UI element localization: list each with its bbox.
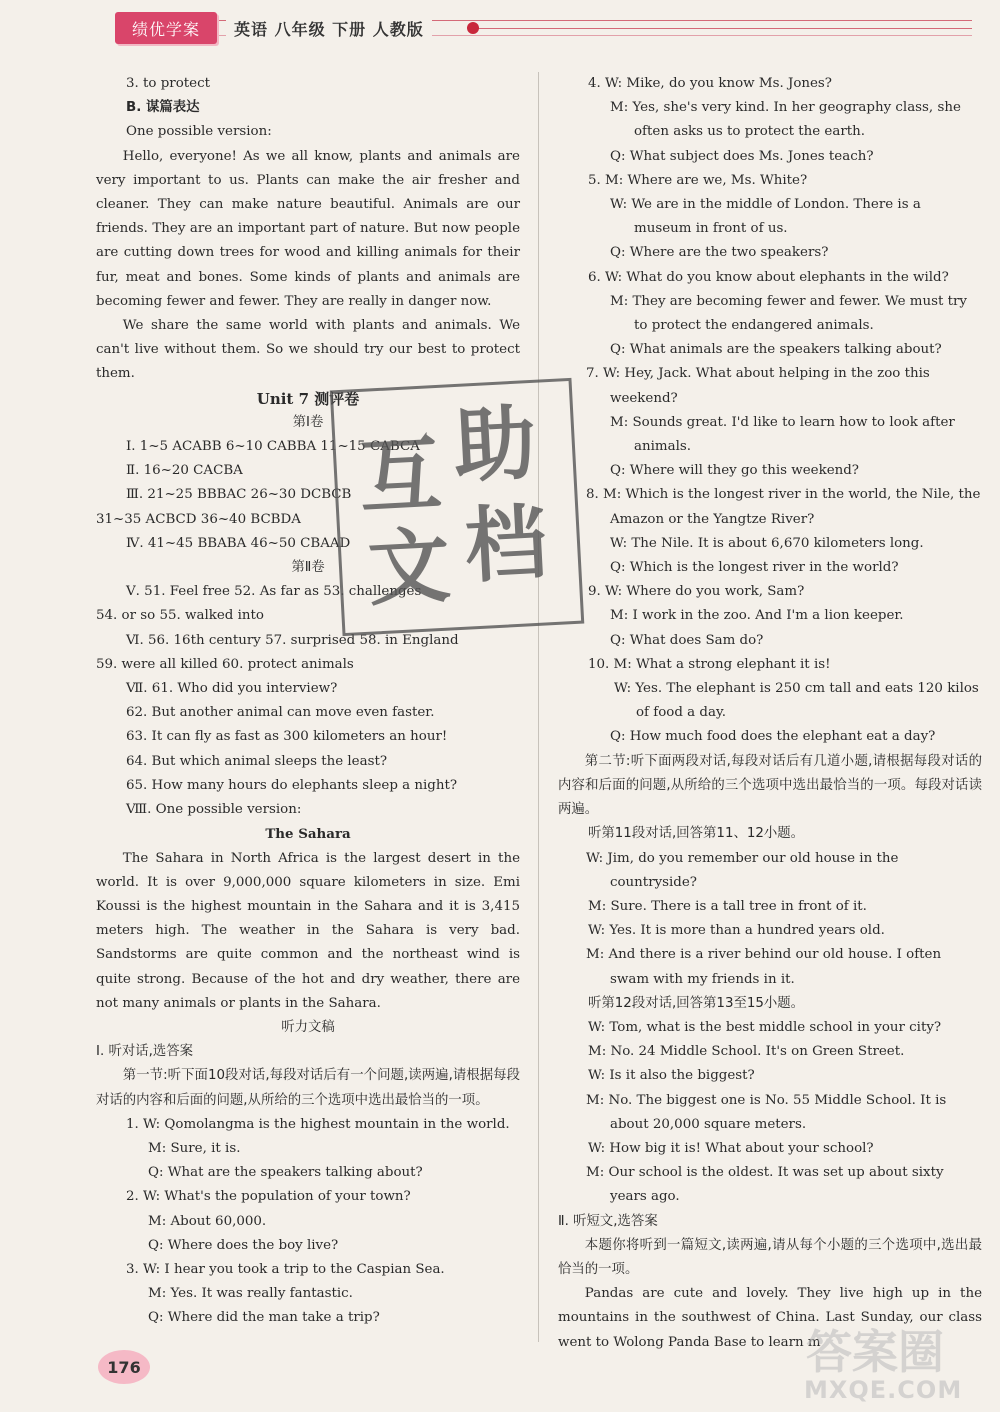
answer-line: 65. How many hours do elephants sleep a night? — [126, 777, 458, 793]
dialogue-line: M: No. 24 Middle School. It's on Green Street. — [588, 1044, 905, 1060]
site-watermark — [800, 1316, 996, 1408]
dialogue-line: 3. W: I hear you took a trip to the Caspian Sea. — [126, 1261, 445, 1277]
answer-line: 59. were all killed 60. protect animals — [96, 656, 354, 672]
section-heading: Ⅰ. 听对话,选答案 — [96, 1044, 194, 1060]
essay-paragraph: The Sahara in North Africa is the largest desert in the world. It is over 9,000,000 square kilometers in size. Emi Koussi is the highest mountain in the Sahara and it is 3,415 meters high. The weather in the Sahara is very bad. Sandstorms are quite common and the northeast wind is quite strong. Because of the hot and dry weather, there are not many animals or plants in the Sahara. — [96, 850, 520, 1011]
dialogue-line: M: Our school is the oldest. It was set up about sixty years ago. — [586, 1165, 944, 1205]
dialogue-line: M: Yes. It was really fantastic. — [148, 1286, 353, 1302]
stamp-char: 文 — [365, 518, 453, 618]
dialogue-line: W: We are in the middle of London. There is a museum in front of us. — [610, 197, 921, 237]
dialogue-line: W: Is it also the biggest? — [588, 1068, 755, 1084]
answer-line: 64. But which animal sleeps the least? — [126, 753, 388, 769]
part-label: 第Ⅰ卷 — [292, 414, 324, 430]
answer-line: Ⅵ. 56. 16th century 57. surprised 58. in England — [126, 632, 459, 648]
answer-line: 54. or so 55. walked into — [96, 608, 264, 624]
dialogue-line: Q: How much food does the elephant eat a day? — [610, 729, 936, 745]
answer-line: Ⅶ. 61. Who did you interview? — [126, 681, 338, 697]
dialogue-line: Q: What does Sam do? — [610, 632, 764, 648]
dialogue-line: W: Yes. The elephant is 250 cm tall and eats 120 kilos of food a day. — [614, 681, 979, 721]
answer-line: Ⅳ. 41~45 BBABA 46~50 CBAAD — [126, 535, 351, 551]
stamp-char: 互 — [356, 426, 444, 527]
dialogue-line: W: Yes. It is more than a hundred years old. — [588, 923, 885, 939]
dialogue-line: Q: Where are the two speakers? — [610, 245, 829, 261]
right-column — [558, 72, 982, 1355]
answer-line: 31~35 ACBCD 36~40 BCBDA — [96, 511, 301, 527]
script-title: 听力文稿 — [281, 1019, 335, 1035]
dialogue-line: M: No. The biggest one is No. 55 Middle School. It is about 20,000 square meters. — [586, 1092, 947, 1132]
dialogue-line: Q: Where does the boy live? — [148, 1237, 339, 1253]
header-rule — [470, 28, 972, 29]
dialogue-line: M: I work in the zoo. And I'm a lion keeper. — [610, 608, 904, 624]
dialogue-line: Q: Where did the man take a trip? — [148, 1310, 380, 1326]
stamp-watermark — [330, 378, 585, 636]
answer-line: Ⅲ. 21~25 BBBAC 26~30 DCBCB — [126, 487, 352, 503]
dialogue-line: 10. M: What a strong elephant it is! — [588, 656, 831, 672]
dialogue-line: Q: What are the speakers talking about? — [148, 1165, 423, 1181]
left-column — [96, 72, 520, 1331]
series-brand: 绩优学案 — [115, 12, 217, 44]
dialogue-line: M: Sure, it is. — [148, 1140, 241, 1156]
dialogue-line: 5. M: Where are we, Ms. White? — [588, 172, 808, 188]
track-label: 听第12段对话,回答第13至15小题。 — [588, 995, 805, 1011]
dialogue-line: W: How big it is! What about your school? — [588, 1140, 874, 1156]
unit-title: Unit 7 测评卷 — [256, 389, 360, 408]
watermark-logo-text: 答案圈 — [806, 1325, 944, 1379]
dialogue-line: Q: Which is the longest river in the world? — [610, 560, 899, 576]
dialogue-line: 8. M: Which is the longest river in the world, the Nile, the Amazon or the Yangtze River? — [586, 487, 981, 527]
dialogue-line: M: Yes, she's very kind. In her geography class, she often asks us to protect the earth. — [610, 100, 961, 140]
essay-paragraph: Hello, everyone! As we all know, plants and animals are very important to us. Plants can make the air fresher and cleaner. They can make nature beautiful. Animals are our friends. They are an important part of nature. But now people are cutting down trees for wood and killing animals for their fur, meat and bones. Some kinds of plants and animals are becoming fewer and fewer. They are really in danger now. — [96, 148, 520, 309]
part-label: 第Ⅱ卷 — [291, 560, 325, 576]
page-number: 176 — [98, 1350, 150, 1384]
dialogue-line: M: Sounds great. I'd like to learn how to look after animals. — [610, 414, 955, 455]
answer-line: 3. to protect — [126, 76, 210, 91]
essay-title: The Sahara — [265, 826, 351, 843]
dialogue-line: M: Sure. There is a tall tree in front of it. — [588, 898, 867, 914]
dialogue-line: Q: Where will they go this weekend? — [610, 463, 859, 479]
track-label: 听第11段对话,回答第11、12小题。 — [588, 826, 805, 842]
dialogue-line: M: They are becoming fewer and fewer. We must try to protect the endangered animals. — [610, 293, 967, 334]
dialogue-line: 1. W: Qomolangma is the highest mountain in the world. — [126, 1116, 510, 1132]
dialogue-line: 4. W: Mike, do you know Ms. Jones? — [588, 76, 832, 91]
dialogue-line: M: About 60,000. — [148, 1213, 267, 1229]
dialogue-line: 6. W: What do you know about elephants in the wild? — [588, 269, 949, 285]
answer-line: Ⅷ. One possible version: — [126, 802, 302, 818]
instruction-text: 本题你将听到一篇短文,读两遍,请从每个小题的三个选项中,选出最恰当的一项。 — [558, 1237, 982, 1277]
version-label: One possible version: — [126, 124, 272, 140]
header-dot — [467, 22, 479, 34]
essay-paragraph: We share the same world with plants and animals. We can't live without them. So we should try our best to protect them. — [96, 318, 520, 382]
stamp-char: 助 — [451, 395, 539, 496]
dialogue-line: W: Jim, do you remember our old house in the countryside? — [586, 850, 899, 890]
answer-line: 63. It can fly as fast as 300 kilometers an hour! — [126, 729, 448, 745]
section-heading: Ⅱ. 听短文,选答案 — [558, 1213, 658, 1229]
dialogue-line: W: The Nile. It is about 6,670 kilometers long. — [610, 535, 924, 551]
dialogue-line: Q: What subject does Ms. Jones teach? — [610, 148, 874, 164]
watermark-url: MXQE.COM — [804, 1376, 963, 1404]
dialogue-line: 7. W: Hey, Jack. What about helping in the zoo this weekend? — [586, 366, 930, 406]
answer-line: Ⅴ. 51. Feel free 52. As far as 53. challenges — [126, 584, 422, 600]
section-heading: B. 谋篇表达 — [126, 100, 200, 116]
answer-line: Ⅰ. 1~5 ACABB 6~10 CABBA 11~15 CABCA — [126, 439, 420, 455]
page-header — [0, 0, 1000, 60]
dialogue-line: W: Tom, what is the best middle school in your city? — [588, 1019, 942, 1035]
answer-line: 62. But another animal can move even faster. — [126, 705, 435, 721]
book-subject: 英语 八年级 下册 人教版 — [226, 14, 432, 42]
instruction-text: 第二节:听下面两段对话,每段对话后有几道小题,请根据每段对话的内容和后面的问题,从所给的三个选项中选出最恰当的一项。每段对话读两遍。 — [558, 753, 982, 818]
dialogue-line: M: And there is a river behind our old house. I often swam with my friends in it. — [586, 947, 942, 987]
passage-text: Pandas are cute and lovely. They live high up in the mountains in the southwest of China. Last Sunday, our class went to Wolong Panda Base to learn m — [558, 1286, 982, 1350]
dialogue-line: Q: What animals are the speakers talking about? — [610, 342, 942, 358]
instruction-text: 第一节:听下面10段对话,每段对话后有一个问题,读两遍,请根据每段对话的内容和后面的问题,从所给的三个选项中选出最恰当的一项。 — [96, 1068, 520, 1108]
dialogue-line: 2. W: What's the population of your town? — [126, 1189, 411, 1205]
answer-line: Ⅱ. 16~20 CACBA — [126, 463, 243, 479]
column-divider — [538, 72, 539, 1342]
stamp-char: 档 — [462, 495, 550, 595]
dialogue-line: 9. W: Where do you work, Sam? — [588, 584, 805, 600]
